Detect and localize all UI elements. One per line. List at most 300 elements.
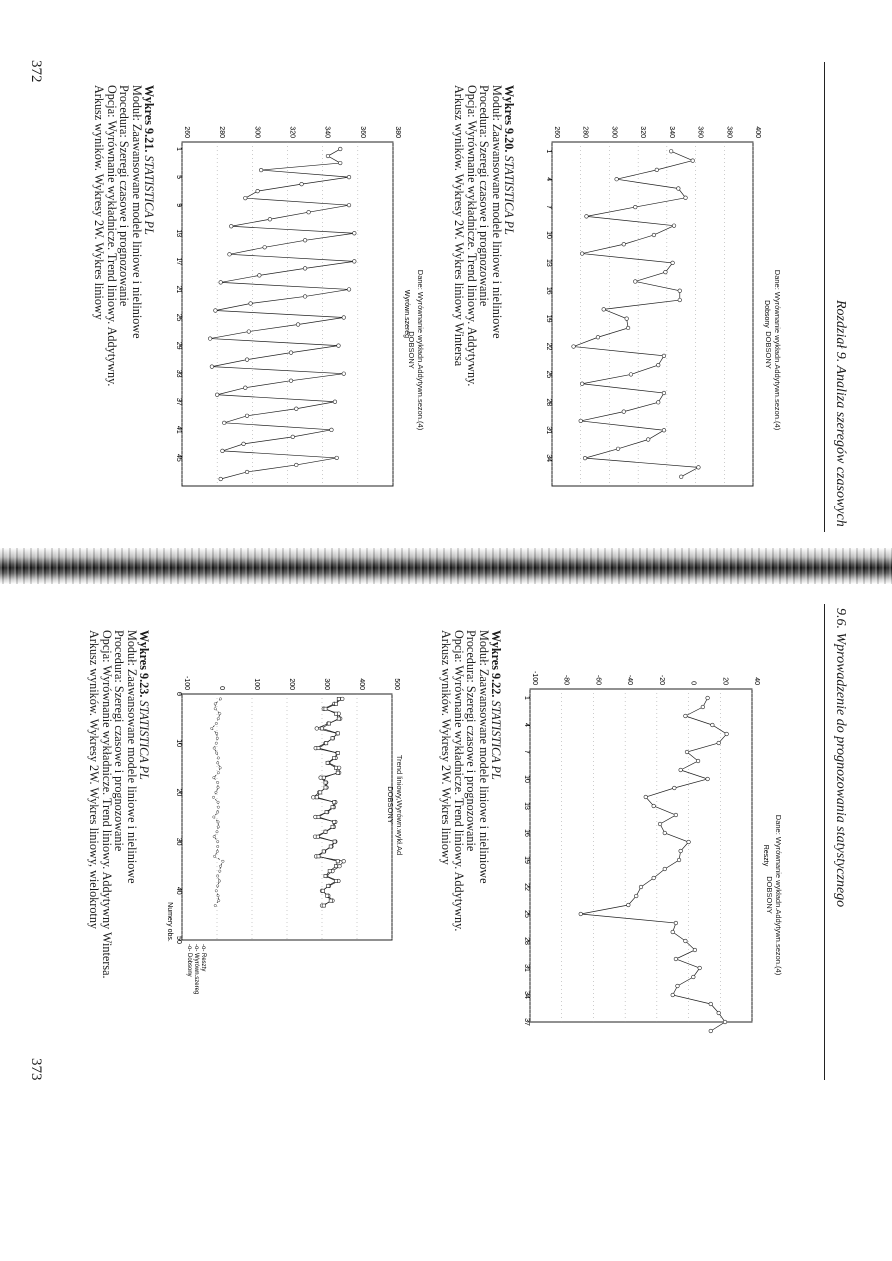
data-point: [583, 456, 587, 460]
time-tick-label: 37: [523, 1018, 530, 1026]
caption-line: Opcja: Wyrównanie wykładnicze. Trend liniowy. Addytywny.: [464, 85, 479, 387]
data-point: [602, 308, 606, 312]
data-point: [596, 335, 600, 339]
data-point: [217, 762, 219, 764]
data-point: [338, 864, 342, 868]
figure-number: Wykres 9.22.: [489, 630, 503, 698]
caption-9-20: [453, 85, 515, 386]
data-point: [639, 885, 643, 889]
data-point: [216, 737, 218, 739]
data-point: [216, 850, 218, 852]
data-point: [215, 890, 217, 892]
data-point: [245, 470, 249, 474]
value-tick-label: 380: [725, 126, 733, 138]
data-point: [671, 261, 675, 265]
value-tick-label: 40: [753, 677, 760, 685]
data-point: [324, 830, 327, 833]
data-point: [634, 894, 638, 898]
data-point: [229, 224, 233, 228]
data-point: [723, 1020, 727, 1024]
data-point: [328, 870, 331, 873]
time-tick-label: 1: [545, 149, 552, 154]
legend-entry: -o- Reszty: [200, 944, 206, 972]
data-point: [217, 840, 219, 842]
data-point: [572, 345, 576, 349]
data-point: [336, 860, 339, 863]
software-name: STATISTICA PL: [142, 155, 156, 235]
chart-9-23: [160, 675, 400, 995]
data-point: [327, 722, 330, 725]
data-point: [336, 732, 339, 735]
data-point: [625, 317, 629, 321]
data-point: [333, 840, 336, 843]
time-tick-label: 30: [175, 837, 182, 846]
data-point: [338, 161, 342, 165]
data-point: [679, 475, 683, 479]
chart-1-title: Dane: Wyrównanie wykładn.Addytywn.sezon.(4) DOBSONY: [764, 269, 782, 431]
value-tick-label: 360: [696, 126, 704, 138]
data-point: [337, 717, 340, 720]
legend-entry: -o- Wyrówn.szereg: [193, 944, 199, 995]
data-point: [341, 697, 345, 701]
data-point: [580, 252, 584, 256]
figure-number: Wykres 9.20.: [502, 85, 516, 153]
time-tick-label: 40: [175, 886, 182, 895]
data-point: [692, 975, 696, 979]
data-point: [217, 885, 219, 887]
data-point: [622, 242, 626, 246]
header-rule-left: [824, 62, 825, 532]
value-tick-label: 320: [639, 126, 647, 138]
data-point: [218, 880, 220, 882]
data-point: [215, 742, 217, 744]
time-tick-label: 31: [523, 964, 530, 972]
series-line: [574, 151, 699, 476]
data-point: [353, 231, 357, 235]
data-point: [615, 177, 619, 181]
caption-line: Arkusz wyników. Wykresy 2W. Wykres liniowy: [92, 85, 107, 320]
data-point: [217, 781, 219, 783]
data-point: [219, 281, 223, 285]
data-point: [217, 811, 219, 813]
software-name: STATISTICA PL: [502, 155, 516, 235]
data-point: [701, 705, 705, 709]
data-point: [219, 767, 221, 769]
data-point: [717, 1011, 721, 1015]
data-point: [317, 747, 320, 750]
value-axis-label: Wyrówn.szereg: [403, 289, 410, 339]
data-point: [652, 233, 656, 237]
value-tick-label: 400: [358, 678, 365, 690]
data-point: [629, 373, 633, 377]
data-point: [691, 159, 695, 163]
data-point: [322, 776, 325, 779]
data-point: [337, 697, 340, 700]
data-point: [217, 875, 219, 877]
data-point: [324, 707, 327, 710]
time-tick-label: 33: [175, 369, 182, 378]
chart-4-title: Trend liniowy,Wyrówn.wykł.Ad DOBSONY: [386, 754, 404, 856]
data-point: [317, 855, 320, 858]
data-point: [616, 447, 620, 451]
value-tick-label: 0: [689, 681, 697, 685]
data-point: [673, 786, 677, 790]
data-point: [217, 786, 219, 788]
data-point: [677, 858, 681, 862]
data-point: [656, 363, 660, 367]
time-tick-label: 1: [175, 147, 182, 151]
data-point: [684, 714, 688, 718]
data-point: [326, 761, 329, 764]
data-point: [334, 766, 337, 769]
data-point: [221, 449, 225, 453]
time-tick-label: 4: [523, 723, 530, 727]
data-point: [217, 801, 219, 803]
data-point: [335, 456, 339, 460]
time-tick-label: 37: [175, 397, 182, 406]
plot-frame: [530, 689, 752, 1022]
book-spine: [0, 548, 892, 584]
caption-line: Opcja: Wyrównanie wykładnicze. Trend liniowy. Addytywny.: [104, 85, 119, 387]
data-point: [664, 270, 668, 274]
data-point: [244, 386, 248, 390]
data-point: [322, 850, 325, 853]
chart-3-title: Dane: Wyrównanie wykładn.Addytywn.sezon.(4) DOBSONY: [765, 814, 783, 976]
data-point: [685, 750, 689, 754]
data-point: [662, 354, 666, 358]
data-point: [289, 379, 293, 383]
data-point: [684, 939, 688, 943]
value-tick-label: 340: [667, 126, 675, 138]
data-point: [336, 751, 339, 754]
data-point: [268, 217, 272, 221]
figure-number: Wykres 9.23.: [137, 630, 151, 698]
data-point: [725, 732, 729, 736]
data-point: [324, 786, 327, 789]
value-tick-label: 340: [323, 126, 331, 138]
value-axis-label: Reszty: [762, 844, 769, 867]
data-point: [333, 820, 336, 823]
data-point: [329, 899, 332, 902]
data-point: [347, 175, 351, 179]
data-point: [684, 196, 688, 200]
data-point: [626, 326, 630, 330]
data-point: [711, 723, 715, 727]
data-point: [316, 835, 319, 838]
data-point: [652, 804, 656, 808]
time-tick-label: 22: [545, 342, 552, 351]
value-tick-label: 260: [553, 126, 560, 138]
header-rule-right: [824, 604, 825, 1080]
data-point: [585, 215, 589, 219]
value-tick-label: -20: [657, 674, 665, 685]
data-point: [219, 865, 221, 867]
data-point: [342, 372, 346, 376]
data-point: [215, 752, 217, 754]
data-point: [687, 840, 691, 844]
data-point: [679, 768, 683, 772]
data-point: [652, 876, 656, 880]
data-point: [214, 904, 216, 906]
caption-line: Arkusz wyników. Wykresy 2W. Wykres liniowy Wintersa: [452, 85, 467, 367]
data-point: [289, 351, 293, 355]
data-point: [662, 391, 666, 395]
time-tick-label: 7: [523, 750, 530, 754]
data-point: [331, 825, 334, 828]
time-tick-label: 41: [175, 425, 182, 434]
data-point: [315, 796, 318, 799]
caption-line: Procedura: Szeregi czasowe i prognozowanie: [112, 630, 127, 852]
data-point: [709, 1029, 713, 1033]
data-point: [213, 855, 215, 857]
value-tick-label: 300: [610, 126, 618, 138]
software-name: STATISTICA PL: [137, 700, 151, 780]
caption-line: Moduł: Zaawansowane modele liniowe i nieliniowe: [489, 85, 504, 339]
data-point: [334, 702, 337, 705]
figure-number: Wykres 9.21.: [142, 85, 156, 153]
data-point: [213, 776, 215, 778]
data-point: [247, 330, 251, 334]
data-point: [622, 410, 626, 414]
data-point: [303, 267, 307, 271]
time-tick-label: 29: [175, 341, 182, 350]
data-point: [717, 741, 721, 745]
time-tick-label: 13: [545, 258, 552, 267]
time-tick-label: 16: [545, 286, 552, 295]
data-point: [671, 930, 675, 934]
data-point: [217, 717, 219, 719]
data-point: [217, 845, 219, 847]
data-point: [671, 993, 675, 997]
data-point: [342, 316, 346, 320]
data-point: [244, 196, 248, 200]
data-point: [217, 826, 219, 828]
time-tick-label: 10: [175, 739, 182, 748]
data-point: [291, 435, 295, 439]
data-point: [337, 344, 341, 348]
data-point: [219, 870, 221, 872]
x-axis-label: Numery obs.: [166, 902, 173, 942]
data-point: [219, 712, 221, 714]
value-tick-label: -60: [594, 674, 602, 685]
time-tick-label: 9: [175, 203, 182, 208]
time-tick-label: 1: [523, 696, 530, 700]
data-point: [709, 1002, 713, 1006]
chapter-header-right: 9.6. Wprowadzenie do prognozowania statystycznego: [833, 608, 848, 908]
data-point: [324, 781, 327, 784]
data-point: [663, 867, 667, 871]
data-point: [697, 466, 701, 470]
data-point: [215, 791, 217, 793]
data-point: [678, 289, 682, 293]
page-number-right: 373: [28, 1058, 44, 1081]
data-point: [679, 849, 683, 853]
value-tick-label: 200: [288, 678, 295, 690]
data-point: [655, 168, 659, 172]
data-point: [580, 382, 584, 386]
data-point: [662, 428, 666, 432]
time-tick-label: 10: [545, 231, 552, 239]
data-point: [677, 187, 681, 191]
data-point: [334, 865, 337, 868]
data-point: [320, 727, 323, 730]
time-tick-label: 16: [523, 829, 530, 837]
data-point: [212, 796, 214, 798]
data-point: [258, 274, 262, 278]
data-point: [331, 806, 334, 809]
chapter-header-left: Rozdział 9. Analiza szeregów czasowych: [833, 300, 848, 527]
data-point: [300, 182, 304, 186]
data-point: [210, 365, 214, 369]
time-tick-label: 22: [523, 883, 530, 891]
data-point: [213, 747, 215, 749]
data-point: [217, 806, 219, 808]
data-point: [263, 246, 267, 250]
data-point: [669, 149, 673, 153]
data-point: [678, 298, 682, 302]
chart-2-title: Dane: Wyrównanie wykładn.Addytywn.sezon.(4) DOBSONY: [407, 269, 425, 431]
data-point: [222, 860, 224, 862]
value-tick-label: 360: [358, 126, 366, 138]
data-point: [693, 948, 697, 952]
data-point: [646, 438, 650, 442]
data-point: [249, 302, 253, 306]
data-point: [658, 822, 662, 826]
time-tick-label: 28: [545, 398, 552, 407]
caption-9-23: [88, 630, 150, 979]
data-point: [333, 400, 337, 404]
time-tick-label: 13: [523, 802, 530, 810]
data-point: [217, 757, 219, 759]
value-tick-label: 20: [721, 677, 729, 685]
caption-line: Procedura: Szeregi czasowe i prognozowanie: [117, 85, 132, 307]
caption-line: Arkusz wyników. Wykresy 2W. Wykres liniowy, wielokrotny: [87, 630, 102, 930]
value-tick-label: 300: [323, 678, 330, 690]
value-tick-label: 280: [581, 126, 589, 138]
data-point: [245, 358, 249, 362]
data-point: [215, 393, 219, 397]
value-tick-label: 500: [393, 678, 400, 690]
caption-line: Opcja: Wyrównanie wykładnicze. Trend liniowy. Addytywny Wintersa.: [99, 630, 114, 979]
value-tick-label: 380: [394, 126, 401, 138]
caption-line: Procedura: Szeregi czasowe i prognozowanie: [477, 85, 492, 307]
data-point: [656, 401, 660, 405]
data-point: [706, 777, 710, 781]
legend-entry: -o- Dobsony: [186, 944, 192, 977]
data-point: [214, 309, 218, 313]
time-tick-label: 7: [545, 205, 552, 210]
data-point: [674, 921, 678, 925]
time-tick-label: 45: [175, 454, 182, 462]
value-tick-label: 320: [288, 126, 296, 138]
data-point: [347, 203, 351, 207]
data-point: [222, 421, 226, 425]
data-point: [317, 815, 320, 818]
value-tick-label: 260: [183, 126, 190, 138]
value-tick-label: -100: [183, 675, 190, 690]
caption-line: Arkusz wyników. Wykresy 2W. Wykres liniowy: [439, 630, 454, 865]
series-line: [581, 698, 727, 1031]
data-point: [259, 168, 263, 172]
data-point: [342, 859, 346, 863]
data-point: [208, 337, 212, 341]
data-point: [303, 238, 307, 242]
data-point: [696, 759, 700, 763]
data-point: [228, 253, 232, 257]
time-tick-label: 10: [523, 775, 530, 783]
time-tick-label: 13: [175, 229, 182, 238]
time-tick-label: 20: [175, 788, 182, 797]
data-point: [579, 912, 583, 916]
caption-line: Procedura: Szeregi czasowe i prognozowanie: [464, 630, 479, 852]
caption-line: Opcja: Wyrównanie wykładnicze. Trend liniowy. Addytywny.: [451, 630, 466, 932]
data-point: [242, 442, 246, 446]
data-point: [219, 698, 221, 700]
time-tick-label: 25: [545, 370, 552, 379]
value-axis-label: Dobsony: [763, 300, 770, 328]
data-point: [311, 796, 315, 800]
time-tick-label: 25: [175, 313, 182, 322]
time-tick-label: 21: [175, 285, 182, 294]
data-point: [211, 727, 213, 729]
chart-9-21: [160, 126, 410, 490]
data-point: [676, 984, 680, 988]
data-point: [326, 154, 330, 158]
time-tick-label: 5: [175, 175, 182, 180]
time-tick-label: 34: [545, 454, 552, 463]
data-point: [296, 323, 300, 327]
data-point: [333, 801, 336, 804]
data-point: [331, 737, 334, 740]
data-point: [315, 727, 319, 731]
data-point: [674, 957, 678, 961]
data-point: [336, 771, 339, 774]
data-point: [330, 428, 334, 432]
time-tick-label: 19: [523, 856, 530, 864]
value-tick-label: 100: [253, 678, 260, 690]
time-tick-label: 31: [545, 426, 552, 435]
time-tick-label: 34: [523, 991, 530, 999]
data-point: [579, 419, 583, 423]
data-point: [303, 295, 307, 299]
data-point: [329, 845, 332, 848]
data-point: [216, 831, 218, 833]
data-point: [321, 889, 324, 892]
caption-line: Moduł: Zaawansowane modele liniowe i nieliniowe: [476, 630, 491, 884]
data-point: [215, 732, 217, 734]
value-tick-label: 400: [754, 126, 761, 138]
caption-9-21: [93, 85, 155, 386]
plot-frame: [552, 142, 753, 486]
value-tick-label: 300: [253, 126, 261, 138]
chart-9-20: [530, 126, 770, 490]
data-point: [334, 712, 337, 715]
data-point: [245, 414, 249, 418]
data-point: [217, 895, 219, 897]
data-point: [294, 463, 298, 467]
data-point: [663, 831, 667, 835]
data-point: [333, 756, 336, 759]
data-point: [644, 795, 648, 799]
data-point: [674, 813, 678, 817]
time-tick-label: 17: [175, 257, 182, 266]
data-point: [706, 696, 710, 700]
time-tick-label: 25: [523, 910, 530, 918]
chart-9-22: [508, 670, 769, 1030]
time-tick-label: 0: [175, 692, 182, 696]
time-tick-label: 50: [175, 936, 182, 944]
data-point: [214, 703, 216, 705]
